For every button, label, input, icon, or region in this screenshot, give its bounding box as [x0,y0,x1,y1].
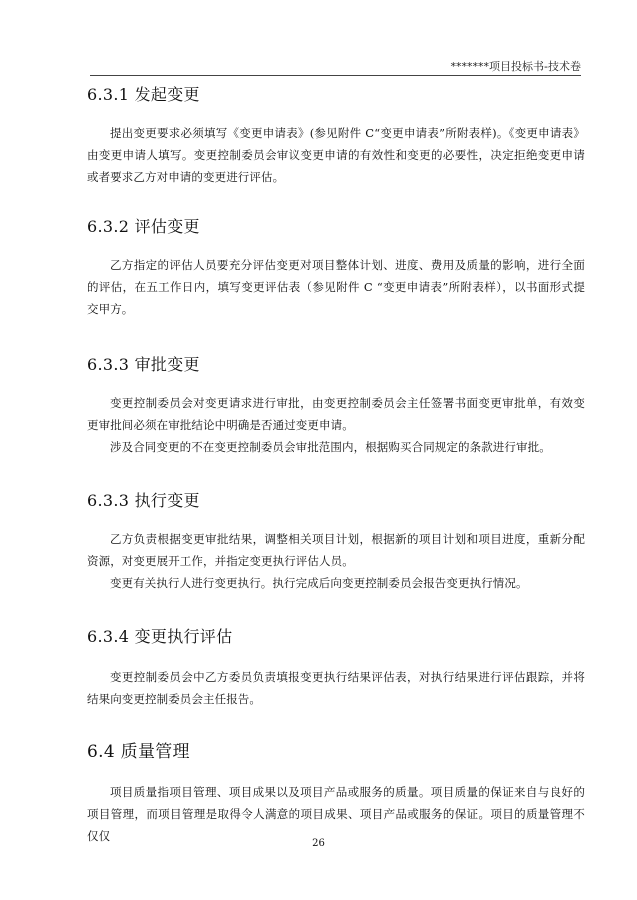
section-6-3-1-body [87,122,585,188]
paragraph: 提出变更要求必须填写《变更申请表》(参见附件 C“变更申请表”所附表样)。《变更申请表》由变更申请人填写。变更控制委员会审议变更申请的有效性和变更的必要性，决定拒绝变更申请或者要求乙方对申请的变更进行评估。 [87,126,585,184]
paragraph: 变更有关执行人进行变更执行。执行完成后向变更控制委员会报告变更执行情况。 [110,576,528,590]
page-header [90,58,581,76]
heading-6-4: 6.4 质量管理 [87,742,190,762]
paragraph: 变更控制委员会对变更请求进行审批，由变更控制委员会主任签署书面变更审批单，有效变更审批间必须在审批结论中明确是否通过变更申请。 [87,396,585,432]
paragraph: 涉及合同变更的不在变更控制委员会审批范围内，根据购买合同规定的条款进行审批。 [110,440,551,454]
section-6-3-3-approve-body [87,392,585,458]
paragraph: 乙方指定的评估人员要充分评估变更对项目整体计划、进度、费用及质量的影响，进行全面的评估，在五工作日内，填写变更评估表（参见附件 C “变更申请表”所附表样），以书面形式提交甲方。 [87,258,585,316]
page-number: 26 [312,838,325,849]
header-title: *******项目投标书-技术卷 [450,60,581,73]
section-6-3-2-body [87,254,585,320]
heading-6-3-4: 6.3.4 变更执行评估 [87,627,233,646]
section-6-3-3-execute-body [87,528,585,594]
section-6-3-4-body [87,666,585,710]
paragraph: 乙方负责根据变更审批结果，调整相关项目计划，根据新的项目计划和项目进度，重新分配资源，对变更展开工作，并指定变更执行评估人员。 [87,532,585,568]
heading-6-3-3-approve: 6.3.3 审批变更 [87,355,200,374]
heading-6-3-2: 6.3.2 评估变更 [87,217,200,236]
header-rule [90,75,581,76]
paragraph: 项目质量指项目管理、项目成果以及项目产品或服务的质量。项目质量的保证来自与良好的项目管理，而项目管理是取得令人满意的项目成果、项目产品或服务的保证。项目的质量管理不仅仅 [87,785,585,843]
paragraph: 变更控制委员会中乙方委员负责填报变更执行结果评估表，对执行结果进行评估跟踪，并将结果向变更控制委员会主任报告。 [87,670,585,706]
heading-6-3-1: 6.3.1 发起变更 [87,85,200,104]
heading-6-3-3-execute: 6.3.3 执行变更 [87,491,200,510]
